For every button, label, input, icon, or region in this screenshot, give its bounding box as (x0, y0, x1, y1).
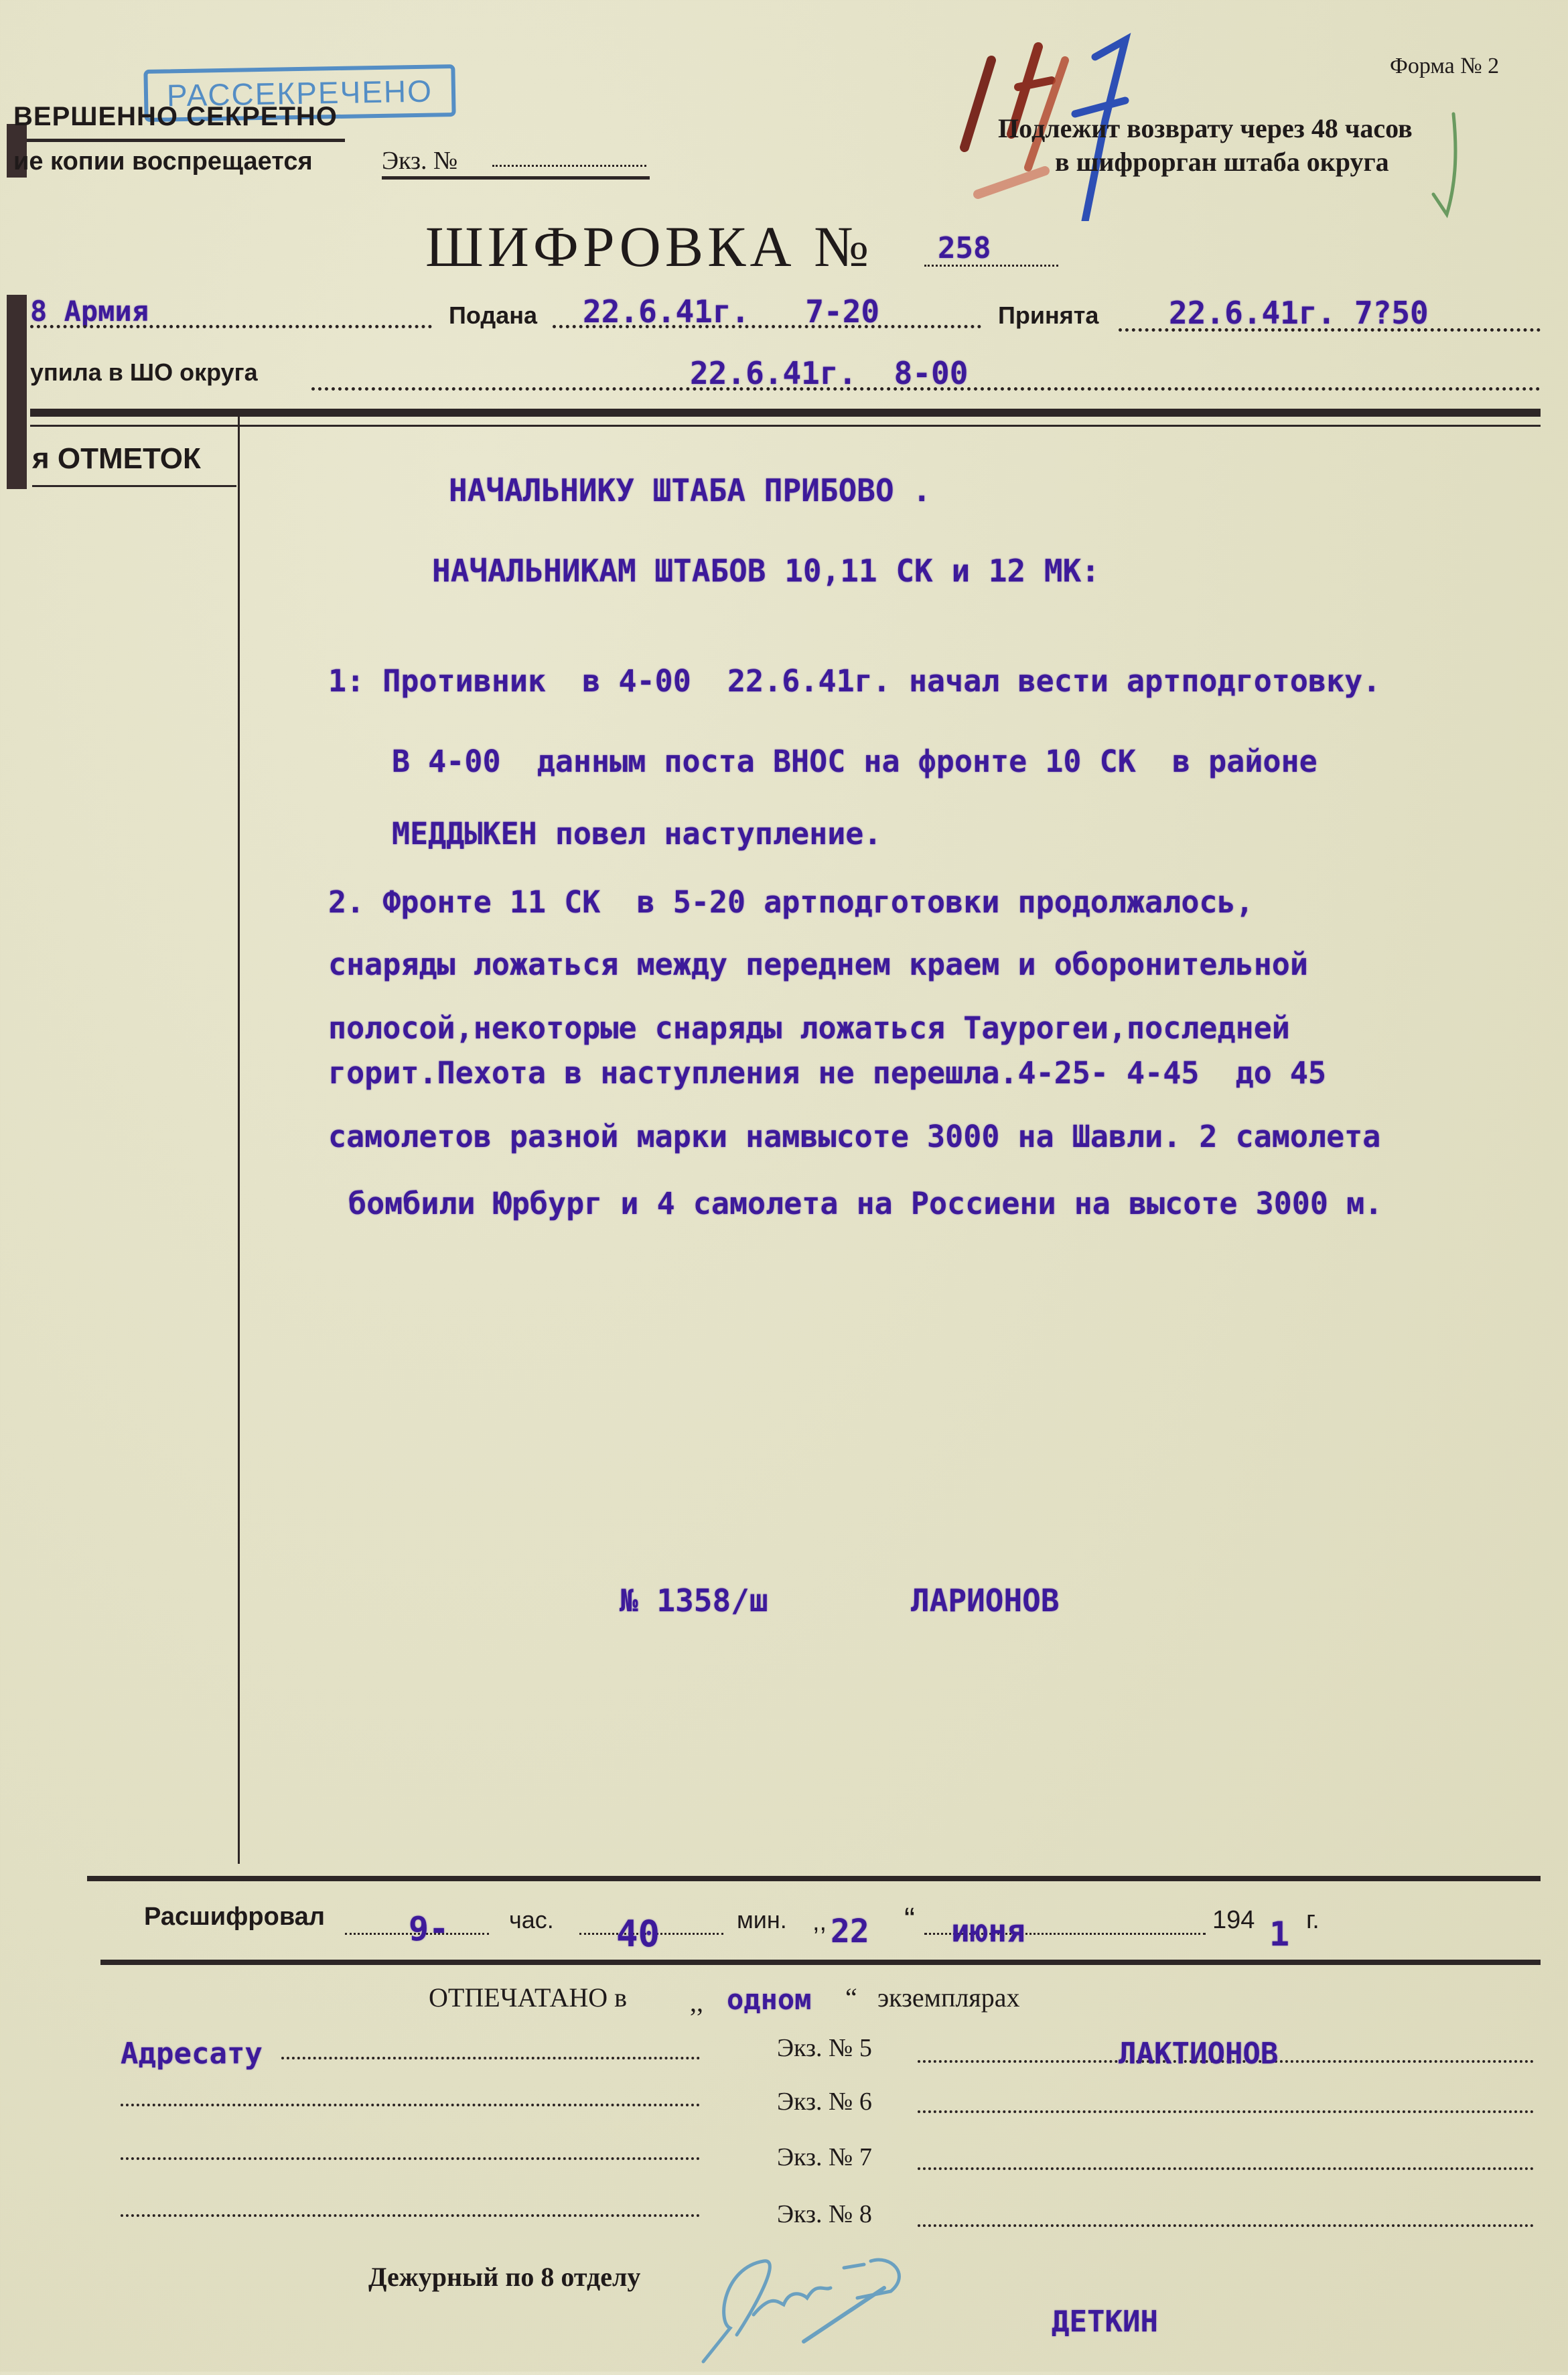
printed-open-quote: ,, (690, 1987, 703, 2017)
declassified-stamp: РАССЕКРЕЧЕНО (143, 64, 455, 122)
cipher-number-field (924, 265, 1058, 267)
copy-field (918, 2167, 1534, 2170)
checkmark-icon (1427, 107, 1467, 228)
recipient-field (281, 2057, 700, 2059)
message-line: снаряды ложаться между переднем краем и оборонительной (328, 947, 1308, 982)
minute-label: мин. (737, 1906, 787, 1933)
footer-separator-top (87, 1876, 1541, 1881)
from-value: 8 Армия (30, 295, 149, 328)
submitted-label: Подана (449, 301, 538, 329)
reference-number: № 1358/ш (620, 1582, 768, 1619)
year-prefix: 194 (1212, 1906, 1255, 1934)
copy-label: Экз. № 5 (777, 2034, 872, 2062)
arrived-value: 22.6.41г. 8-00 (690, 355, 969, 391)
sender-name: ЛАРИОНОВ (911, 1582, 1060, 1619)
day-value: 22 (831, 1913, 869, 1950)
return-notice-line1: Подлежит возврату через 48 часов (998, 113, 1413, 143)
addressee-line-1: НАЧАЛЬНИКУ ШТАБА ПРИБОВО . (449, 472, 932, 508)
month-value: июня (951, 1913, 1025, 1949)
binding-edge (7, 295, 27, 489)
message-line: 2. Фронте 11 СК в 5-20 артподготовки продолжалось, (328, 884, 1254, 920)
divider (27, 139, 345, 142)
message-line: полосой,некоторые снаряды ложаться Таурогеи,последней (328, 1010, 1290, 1046)
copy-field (918, 2224, 1534, 2227)
message-line: 1: Противник в 4-00 22.6.41г. начал вести артподготовку. (328, 663, 1381, 699)
printed-label-post: экземплярах (877, 1982, 1020, 2013)
duty-officer-name: ДЕТКИН (1052, 2305, 1158, 2339)
sidebar-column-line (238, 417, 240, 1864)
received-label: Принята (998, 301, 1099, 329)
form-number: Форма № 2 (1390, 54, 1500, 78)
copy-holder: ЛАКТИОНОВ (1119, 2037, 1279, 2071)
printed-value: одном (727, 1983, 812, 2016)
signature-icon (690, 2241, 971, 2375)
recipient-field (121, 2214, 700, 2217)
received-value: 22.6.41г. 7?50 (1169, 295, 1429, 331)
document-title (425, 213, 873, 280)
cipher-number: 258 (938, 231, 991, 265)
minute-value: 40 (616, 1913, 660, 1955)
message-line: бомбили Юрбург и 4 самолета на Россиени на высоте 3000 м. (348, 1186, 1383, 1221)
printed-close-quote: “ (845, 1982, 857, 2013)
received-field (1119, 328, 1541, 332)
day-close-quote: “ (904, 1902, 915, 1938)
day-open-quote: ,, (812, 1908, 827, 1936)
title-label: ШИФРОВКА № (425, 214, 873, 279)
from-field (30, 325, 432, 328)
message-line: горит.Пехота в наступления не перешла.4-25- 4-45 до 45 (328, 1055, 1327, 1091)
copy-number-field (492, 165, 646, 167)
copy-field (918, 2110, 1534, 2113)
secrecy-label: ВЕРШЕННО СЕКРЕТНО (13, 102, 338, 131)
recipient-field (121, 2104, 700, 2106)
duty-officer-label: Дежурный по 8 отделу (368, 2262, 641, 2292)
return-notice-line2: в шифрорган штаба округа (1055, 147, 1389, 177)
submitted-value: 22.6.41г. 7-20 (583, 293, 880, 330)
message-line: В 4-00 данным поста ВНОС на фронте 10 СК в районе (392, 744, 1317, 779)
recipient-field (121, 2157, 700, 2160)
divider (382, 176, 650, 180)
sidebar-label: я ОТМЕТОК (32, 442, 201, 475)
distribution-recipient: Адресату (121, 2037, 263, 2071)
printed-label-pre: ОТПЕЧАТАНО в (429, 1982, 627, 2013)
copy-prohibition-label: ие копии воспрещается (13, 147, 313, 176)
submitted-field (553, 325, 981, 328)
header-separator-thin (30, 425, 1541, 427)
copy-number-label: Экз. № (382, 147, 458, 175)
footer-separator-bottom (100, 1960, 1541, 1965)
year-value: 1 (1269, 1915, 1290, 1954)
message-line: самолетов разной марки намвысоте 3000 на Шавли. 2 самолета (328, 1119, 1381, 1154)
year-suffix: г. (1306, 1906, 1320, 1934)
decrypted-label: Расшифровал (144, 1903, 325, 1931)
hour-label: час. (509, 1906, 554, 1933)
sidebar-divider (32, 485, 236, 487)
copy-label: Экз. № 8 (777, 2200, 872, 2228)
arrived-field (311, 387, 1541, 391)
arrived-label: упила в ШО округа (30, 358, 258, 386)
header-separator (30, 409, 1541, 417)
copy-label: Экз. № 7 (777, 2143, 872, 2171)
message-line: МЕДДЫКЕН повел наступление. (392, 816, 882, 852)
copy-label: Экз. № 6 (777, 2088, 872, 2116)
addressee-line-2: НАЧАЛЬНИКАМ ШТАБОВ 10,11 СК и 12 МК: (432, 553, 1100, 589)
hour-value: 9- (409, 1909, 449, 1948)
